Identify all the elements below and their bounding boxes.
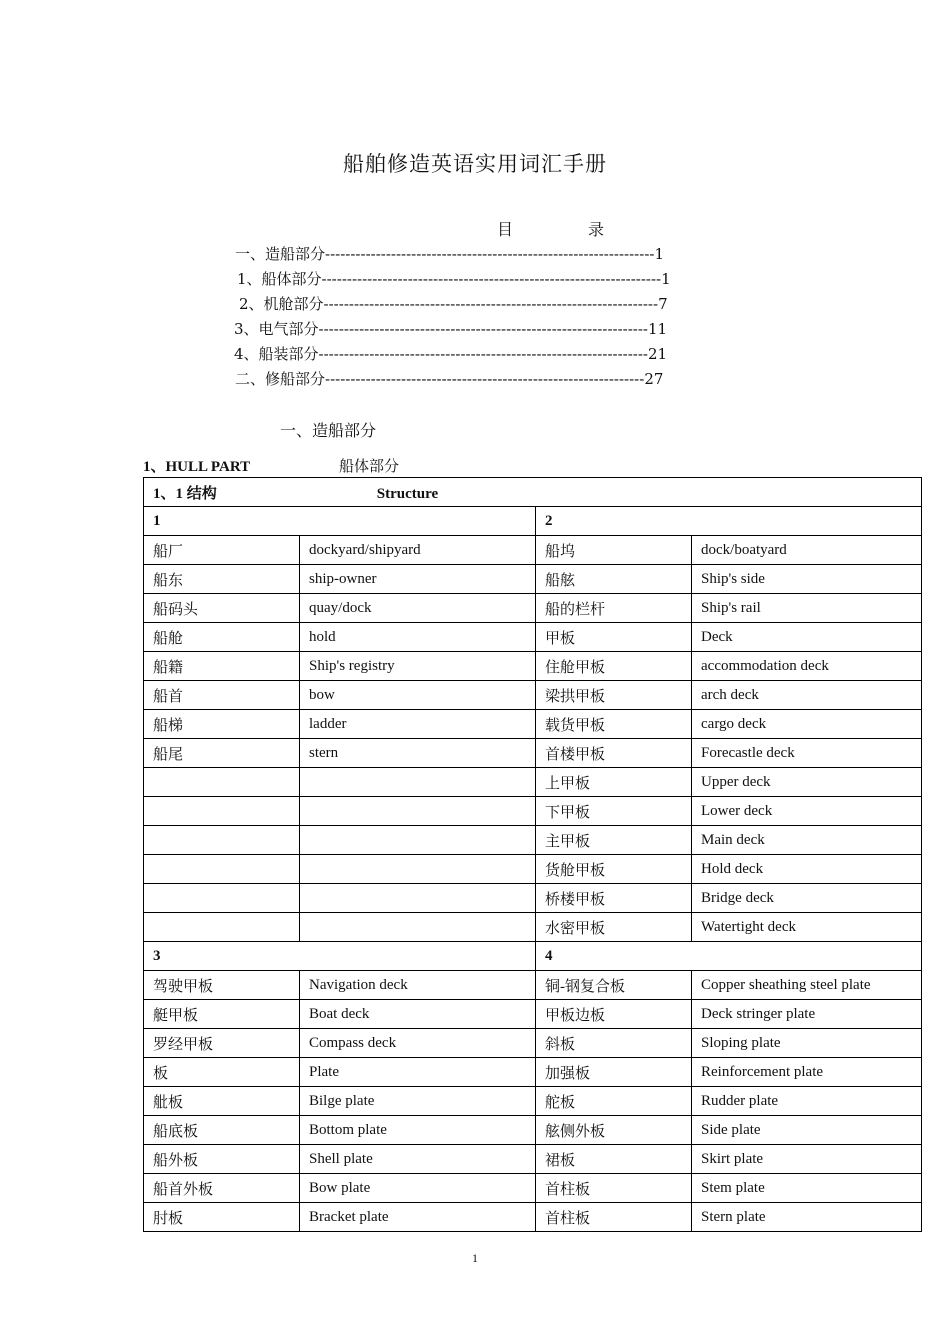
term-english-cell: arch deck [692, 681, 922, 710]
term-english-cell: stern [300, 739, 536, 768]
term-english-cell: Plate [300, 1058, 536, 1087]
toc-leader-dots: ----------------------------------------------------------------- [318, 320, 648, 338]
term-english-cell: Deck stringer plate [692, 1000, 922, 1029]
term-chinese-cell: 罗经甲板 [144, 1029, 300, 1058]
term-chinese-cell [144, 855, 300, 884]
term-chinese-cell: 舷侧外板 [536, 1116, 692, 1145]
table-row [144, 768, 922, 797]
term-chinese-cell: 船舷 [536, 565, 692, 594]
term-english-cell: Side plate [692, 1116, 922, 1145]
term-english-cell: Reinforcement plate [692, 1058, 922, 1087]
table-caption-cn: 1、1 结构 [153, 485, 217, 502]
toc-entry-page: 27 [644, 370, 664, 388]
term-english-cell: quay/dock [300, 594, 536, 623]
term-chinese-cell [144, 797, 300, 826]
term-chinese-cell: 舭板 [144, 1087, 300, 1116]
term-english-cell: Stem plate [692, 1174, 922, 1203]
toc-entry[interactable] [237, 268, 671, 289]
toc-heading-right: 录 [588, 220, 605, 239]
table-group-header-row [144, 942, 922, 971]
table-row [144, 1174, 922, 1203]
term-english-cell: Bottom plate [300, 1116, 536, 1145]
table-row [144, 594, 922, 623]
table-group-number: 2 [545, 512, 553, 529]
toc-leader-dots: ----------------------------------------------------------------- [318, 345, 648, 363]
term-chinese-cell: 船舱 [144, 623, 300, 652]
term-english-cell: hold [300, 623, 536, 652]
table-caption-en: Structure [376, 485, 439, 502]
table-row [144, 971, 922, 1000]
toc-entry-label: 1、船体部分 [237, 270, 322, 288]
toc-entry-page: 21 [648, 345, 668, 363]
table-row [144, 1116, 922, 1145]
term-english-cell: Main deck [692, 826, 922, 855]
term-chinese-cell: 船籍 [144, 652, 300, 681]
part-heading [143, 455, 400, 476]
term-chinese-cell: 首楼甲板 [536, 739, 692, 768]
term-english-cell [300, 913, 536, 942]
table-row [144, 797, 922, 826]
toc-entry-page: 7 [658, 295, 668, 313]
term-english-cell: Sloping plate [692, 1029, 922, 1058]
term-english-cell: Bracket plate [300, 1203, 536, 1232]
table-row [144, 652, 922, 681]
table-group-number: 1 [153, 512, 161, 529]
term-english-cell: Watertight deck [692, 913, 922, 942]
term-chinese-cell: 斜板 [536, 1029, 692, 1058]
table-group-number: 4 [545, 947, 553, 964]
toc-entry-label: 一、造船部分 [235, 245, 326, 263]
table-row [144, 1058, 922, 1087]
term-english-cell: Ship's rail [692, 594, 922, 623]
term-chinese-cell [144, 913, 300, 942]
toc-leader-dots: ----------------------------------------------------------------- [325, 245, 655, 263]
term-chinese-cell: 船码头 [144, 594, 300, 623]
term-english-cell: Skirt plate [692, 1145, 922, 1174]
term-english-cell: Navigation deck [300, 971, 536, 1000]
term-chinese-cell: 驾驶甲板 [144, 971, 300, 1000]
term-english-cell: cargo deck [692, 710, 922, 739]
toc-entry-label: 2、机舱部分 [239, 295, 324, 313]
table-row [144, 710, 922, 739]
table-row [144, 1203, 922, 1232]
term-chinese-cell: 铜-钢复合板 [536, 971, 692, 1000]
table-caption-row [144, 478, 922, 507]
term-english-cell [300, 797, 536, 826]
section-heading: 一、造船部分 [280, 421, 377, 440]
toc-entry-label: 二、修船部分 [235, 370, 326, 388]
term-english-cell: Upper deck [692, 768, 922, 797]
term-chinese-cell: 船东 [144, 565, 300, 594]
term-chinese-cell: 载货甲板 [536, 710, 692, 739]
term-chinese-cell: 甲板边板 [536, 1000, 692, 1029]
term-chinese-cell: 裙板 [536, 1145, 692, 1174]
table-group-header-cell [144, 942, 536, 971]
term-chinese-cell: 板 [144, 1058, 300, 1087]
term-chinese-cell: 加强板 [536, 1058, 692, 1087]
term-english-cell: dockyard/shipyard [300, 536, 536, 565]
term-chinese-cell: 船首 [144, 681, 300, 710]
table-row [144, 536, 922, 565]
table-group-header-cell [536, 942, 922, 971]
term-english-cell: Shell plate [300, 1145, 536, 1174]
table-row [144, 855, 922, 884]
term-english-cell: Lower deck [692, 797, 922, 826]
term-english-cell: Compass deck [300, 1029, 536, 1058]
term-english-cell [300, 826, 536, 855]
table-row [144, 565, 922, 594]
document-title: 船舶修造英语实用词汇手册 [343, 152, 607, 176]
table-row [144, 623, 922, 652]
toc-entry[interactable] [239, 293, 668, 314]
term-chinese-cell [144, 826, 300, 855]
term-english-cell: Deck [692, 623, 922, 652]
term-english-cell [300, 855, 536, 884]
page-number: 1 [472, 1251, 478, 1265]
term-chinese-cell: 住舱甲板 [536, 652, 692, 681]
table-group-header-cell [144, 507, 536, 536]
term-english-cell: accommodation deck [692, 652, 922, 681]
vocabulary-table-body [144, 478, 922, 1232]
term-english-cell: Hold deck [692, 855, 922, 884]
part-heading-cn: 船体部分 [339, 457, 400, 475]
table-row [144, 826, 922, 855]
term-english-cell: dock/boatyard [692, 536, 922, 565]
toc-entry-page: 1 [661, 270, 671, 288]
table-row [144, 1029, 922, 1058]
table-row [144, 1145, 922, 1174]
toc-entry-page: 11 [648, 320, 668, 338]
term-chinese-cell: 梁拱甲板 [536, 681, 692, 710]
table-group-header-cell [536, 507, 922, 536]
table-row [144, 913, 922, 942]
term-chinese-cell: 船尾 [144, 739, 300, 768]
toc-leader-dots: --------------------------------------------------------------- [325, 370, 645, 388]
table-row [144, 1087, 922, 1116]
toc-entry-label: 3、电气部分 [234, 320, 319, 338]
term-chinese-cell: 船坞 [536, 536, 692, 565]
table-row [144, 884, 922, 913]
term-chinese-cell: 船首外板 [144, 1174, 300, 1203]
term-english-cell: Rudder plate [692, 1087, 922, 1116]
term-english-cell: Forecastle deck [692, 739, 922, 768]
term-chinese-cell: 船的栏杆 [536, 594, 692, 623]
term-chinese-cell [144, 884, 300, 913]
term-chinese-cell: 桥楼甲板 [536, 884, 692, 913]
toc-entry[interactable] [234, 343, 667, 364]
table-row [144, 739, 922, 768]
term-chinese-cell [144, 768, 300, 797]
term-chinese-cell: 下甲板 [536, 797, 692, 826]
toc-leader-dots: ------------------------------------------------------------------- [321, 270, 662, 288]
term-chinese-cell: 甲板 [536, 623, 692, 652]
table-caption [144, 478, 922, 507]
toc-entry-label: 4、船装部分 [234, 345, 319, 363]
term-english-cell: ship-owner [300, 565, 536, 594]
term-chinese-cell: 首柱板 [536, 1203, 692, 1232]
term-english-cell [300, 768, 536, 797]
toc-heading-left: 目 [497, 220, 514, 239]
term-chinese-cell: 肘板 [144, 1203, 300, 1232]
vocabulary-table [143, 477, 922, 1232]
term-english-cell: Bridge deck [692, 884, 922, 913]
term-english-cell: Bow plate [300, 1174, 536, 1203]
term-english-cell: Copper sheathing steel plate [692, 971, 922, 1000]
term-chinese-cell: 上甲板 [536, 768, 692, 797]
term-chinese-cell: 船底板 [144, 1116, 300, 1145]
table-group-number: 3 [153, 947, 161, 964]
toc-entry[interactable] [234, 318, 667, 339]
term-english-cell: bow [300, 681, 536, 710]
toc-entry-page: 1 [654, 245, 665, 263]
term-chinese-cell: 舵板 [536, 1087, 692, 1116]
term-chinese-cell: 首柱板 [536, 1174, 692, 1203]
term-english-cell: Ship's registry [300, 652, 536, 681]
term-english-cell: Boat deck [300, 1000, 536, 1029]
term-english-cell: Bilge plate [300, 1087, 536, 1116]
table-row [144, 1000, 922, 1029]
term-chinese-cell: 货舱甲板 [536, 855, 692, 884]
term-chinese-cell: 水密甲板 [536, 913, 692, 942]
term-chinese-cell: 船外板 [144, 1145, 300, 1174]
toc-entry[interactable] [235, 368, 663, 389]
term-english-cell: Stern plate [692, 1203, 922, 1232]
table-row [144, 681, 922, 710]
term-chinese-cell: 艇甲板 [144, 1000, 300, 1029]
table-group-header-row [144, 507, 922, 536]
toc-leader-dots: ------------------------------------------------------------------ [323, 295, 659, 313]
toc-entry[interactable] [235, 243, 664, 264]
term-english-cell [300, 884, 536, 913]
term-chinese-cell: 主甲板 [536, 826, 692, 855]
term-english-cell: ladder [300, 710, 536, 739]
term-chinese-cell: 船厂 [144, 536, 300, 565]
term-chinese-cell: 船梯 [144, 710, 300, 739]
term-english-cell: Ship's side [692, 565, 922, 594]
part-heading-en: 1、HULL PART [143, 459, 251, 475]
